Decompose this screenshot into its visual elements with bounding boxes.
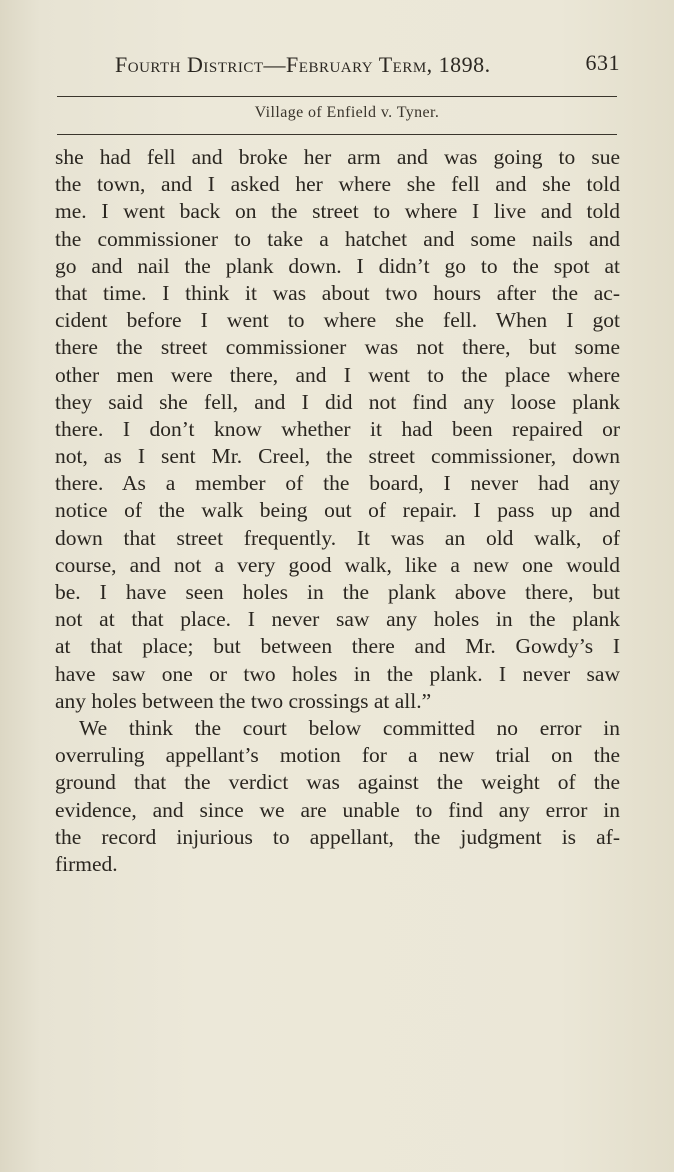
- text-line: overruling appellant’s motion for a new trial on the: [55, 743, 620, 768]
- text-line: any holes between the two crossings at all.”: [55, 688, 432, 713]
- text-line: there. I don’t know whether it had been repaired or: [55, 416, 620, 441]
- text-line: the record injurious to appellant, the judgment is af-: [55, 824, 620, 849]
- text-line: evidence, and since we are unable to find any error in: [55, 797, 620, 822]
- paragraph-2: [55, 715, 620, 878]
- text-line: that time. I think it was about two hours after the ac-: [55, 280, 620, 305]
- text-line: down that street frequently. It was an old walk, of: [55, 525, 620, 550]
- text-line: at that place; but between there and Mr. Gowdy’s I: [55, 634, 620, 659]
- case-title: Village of Enfield v. Tyner.: [254, 104, 440, 121]
- paragraph-1: [55, 144, 620, 715]
- text-line: cident before I went to where she fell. When I got: [55, 308, 620, 333]
- text-line: We think the court below committed no error in: [79, 715, 620, 740]
- header-rule-bottom: [57, 134, 617, 135]
- text-line: me. I went back on the street to where I live and told: [55, 199, 620, 224]
- text-line: they said she fell, and I did not find any loose plank: [55, 389, 620, 414]
- text-line: be. I have seen holes in the plank above there, but: [55, 580, 620, 604]
- text-line: go and nail the plank down. I didn’t go to the spot at: [55, 253, 620, 278]
- text-line: course, and not a very good walk, like a new one would: [55, 552, 620, 577]
- text-line: firmed.: [55, 851, 118, 876]
- running-head: [115, 50, 620, 80]
- page-number: 631: [585, 50, 620, 75]
- text-line: not, as I sent Mr. Creel, the street commissioner, down: [55, 444, 620, 469]
- header-rule-top: [57, 96, 617, 97]
- text-line: there the street commissioner was not there, but some: [55, 335, 620, 360]
- text-line: notice of the walk being out of repair. I pass up and: [55, 498, 620, 523]
- text-line: have saw one or two holes in the plank. I never saw: [55, 661, 620, 686]
- text-line: she had fell and broke her arm and was going to sue: [55, 145, 620, 169]
- text-line: other men were there, and I went to the place where: [55, 362, 620, 387]
- body-text: [55, 144, 620, 878]
- running-title: Fourth District—February Term, 1898.: [115, 52, 491, 77]
- text-line: ground that the verdict was against the weight of the: [55, 770, 620, 795]
- text-line: the town, and I asked her where she fell and she told: [55, 172, 620, 197]
- text-line: there. As a member of the board, I never had any: [55, 471, 620, 496]
- text-line: the commissioner to take a hatchet and some nails and: [55, 226, 620, 251]
- text-line: not at that place. I never saw any holes in the plank: [55, 607, 620, 632]
